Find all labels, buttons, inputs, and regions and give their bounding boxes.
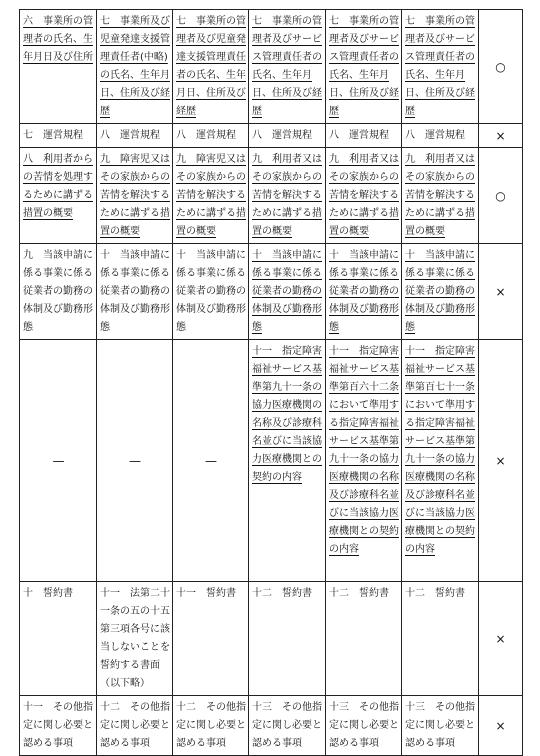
table-cell: 九 当該申請に係る事業に係る従業者の勤務の体制及び勤務形態 xyxy=(20,244,97,340)
cell-text: 八 利用者からの苦情を処理するために講ずる措置の概要 xyxy=(23,154,93,219)
status-mark: × xyxy=(479,124,523,148)
table-cell xyxy=(97,10,173,124)
empty-cell-dash: — xyxy=(173,340,249,582)
table-cell xyxy=(402,148,479,244)
table-cell: 十一 誓約書 xyxy=(173,582,249,696)
table-cell xyxy=(173,148,249,244)
table-cell: 八 運営規程 xyxy=(173,124,249,148)
table-cell: 十三 その他指定に関し必要と認める事項 xyxy=(402,696,479,756)
table-cell xyxy=(20,148,97,244)
cell-text: 九 利用者又はその家族からの苦情を解決するために講ずる措置の概要 xyxy=(252,154,322,237)
status-mark: ○ xyxy=(479,10,523,124)
cell-text: 十 当該申請に係る事業に係る従業者の勤務の体制及び勤務形態 xyxy=(329,250,399,333)
cell-text: 九 利用者又はその家族からの苦情を解決するために講ずる措置の概要 xyxy=(329,154,399,237)
table-cell xyxy=(97,148,173,244)
table-cell: 十三 その他指定に関し必要と認める事項 xyxy=(249,696,326,756)
empty-cell-dash: — xyxy=(97,340,173,582)
cell-text: 七 事業所の管理者及びサービス管理責任者の氏名、生年月日、住所及び経歴 xyxy=(405,16,475,117)
table-cell xyxy=(402,10,479,124)
table-cell: 十二 誓約書 xyxy=(249,582,326,696)
status-mark: × xyxy=(479,582,523,696)
table-row xyxy=(20,124,523,148)
table-cell xyxy=(249,340,326,582)
table-cell xyxy=(326,244,402,340)
table-cell: 十 当該申請に係る事業に係る従業者の勤務の体制及び勤務形態 xyxy=(97,244,173,340)
cell-text: 九 利用者又はその家族からの苦情を解決するために講ずる措置の概要 xyxy=(405,154,475,237)
cell-text: 七 事業所の管理者及び児童発達支援管理責任者の氏名、生年月日、住所及び経歴 xyxy=(176,16,246,117)
comparison-table xyxy=(19,9,523,756)
table-cell xyxy=(326,10,402,124)
table-cell: 十二 その他指定に関し必要と認める事項 xyxy=(97,696,173,756)
table-cell: 八 運営規程 xyxy=(249,124,326,148)
cell-text: 七 事業所及び児童発達支援管理責任者(中略)の氏名、生年月日、住所及び経歴 xyxy=(100,16,170,117)
table-cell xyxy=(402,244,479,340)
cell-text: 十 当該申請に係る事業に係る従業者の勤務の体制及び勤務形態 xyxy=(405,250,475,333)
cell-text: 九 障害児又はその家族からの苦情を解決するために講ずる措置の概要 xyxy=(100,154,170,237)
status-mark: × xyxy=(479,244,523,340)
table-cell xyxy=(326,340,402,582)
cell-text: 七 事業所の管理者及びサービス管理責任者の氏名、生年月日、住所及び経歴 xyxy=(252,16,322,117)
table-cell: 八 運営規程 xyxy=(97,124,173,148)
table-cell: 十一 その他指定に関し必要と認める事項 xyxy=(20,696,97,756)
table-cell: 十三 その他指定に関し必要と認める事項 xyxy=(326,696,402,756)
table-cell xyxy=(402,340,479,582)
table-row xyxy=(20,10,523,124)
table-cell xyxy=(326,148,402,244)
table-cell xyxy=(20,10,97,124)
cell-text: 十一 指定障害福祉サービス基準第百七十一条において準用する指定障害福祉サービス基準第九十一条の協力医療機関の名称及び診療科名並びに当該協力医療機関との契約の内容 xyxy=(405,346,475,555)
table-cell xyxy=(249,148,326,244)
table-cell: 八 運営規程 xyxy=(326,124,402,148)
status-mark: ○ xyxy=(479,148,523,244)
table-cell: 七 運営規程 xyxy=(20,124,97,148)
table-cell xyxy=(249,244,326,340)
table-cell: 十 当該申請に係る事業に係る従業者の勤務の体制及び勤務形態 xyxy=(173,244,249,340)
status-mark: × xyxy=(479,340,523,582)
table-row xyxy=(20,696,523,756)
table-cell: 十 誓約書 xyxy=(20,582,97,696)
table-cell xyxy=(249,10,326,124)
status-mark: × xyxy=(479,696,523,756)
table-row xyxy=(20,340,523,582)
cell-text: 十 当該申請に係る事業に係る従業者の勤務の体制及び勤務形態 xyxy=(252,250,322,333)
table-cell: 十二 その他指定に関し必要と認める事項 xyxy=(173,696,249,756)
table-cell: 十二 誓約書 xyxy=(402,582,479,696)
cell-text: 六 事業所の管理者の氏名、生年月日及び住所 xyxy=(23,16,93,63)
table-row xyxy=(20,244,523,340)
table-cell: 八 運営規程 xyxy=(402,124,479,148)
empty-cell-dash: — xyxy=(20,340,97,582)
table-cell: 十一 法第二十一条の五の十五第三項各号に該当しないことを誓約する書面（以下略） xyxy=(97,582,173,696)
table-cell: 十二 誓約書 xyxy=(326,582,402,696)
cell-text: 七 事業所の管理者及びサービス管理責任者の氏名、生年月日、住所及び経歴 xyxy=(329,16,399,117)
cell-text: 九 障害児又はその家族からの苦情を解決するために講ずる措置の概要 xyxy=(176,154,246,237)
cell-text: 十一 指定障害福祉サービス基準第百六十二条において準用する指定障害福祉サービス基準第九十一条の協力医療機関の名称及び診療科名並びに当該協力医療機関との契約の内容 xyxy=(329,346,399,555)
cell-text: 十一 指定障害福祉サービス基準第九十一条の協力医療機関の名称及び診療科名並びに当該協力医療機関との契約の内容 xyxy=(252,346,322,483)
table-row xyxy=(20,582,523,696)
table-row xyxy=(20,148,523,244)
table-cell xyxy=(173,10,249,124)
